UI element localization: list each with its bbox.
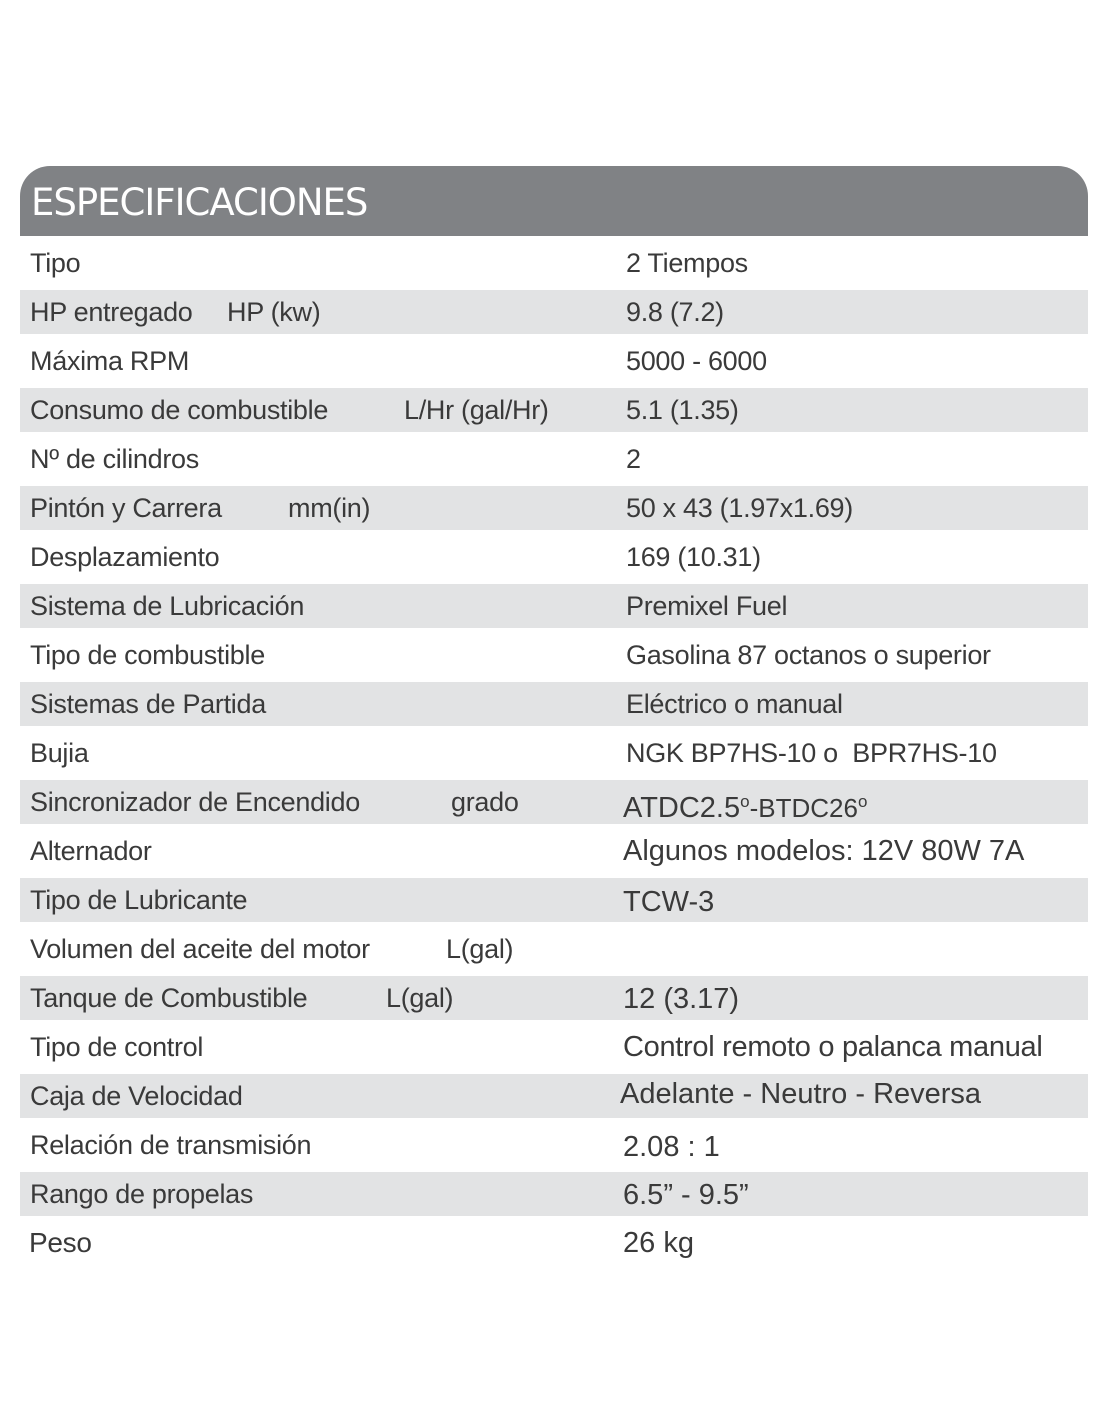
spec-row-combustible xyxy=(20,633,1088,677)
spec-row-alternador xyxy=(20,829,1088,873)
spec-title: ESPECIFICACIONES xyxy=(31,181,368,224)
spec-param: HP entregado xyxy=(30,297,193,327)
spec-param: Peso xyxy=(29,1227,92,1258)
spec-unit: L(gal) xyxy=(386,983,454,1013)
spec-param: Volumen del aceite del motor xyxy=(30,934,370,964)
spec-value: 2.08 : 1 xyxy=(623,1131,720,1163)
spec-value: 5.1 (1.35) xyxy=(626,395,739,425)
spec-value: 9.8 (7.2) xyxy=(626,297,724,327)
spec-value: 5000 - 6000 xyxy=(626,346,767,376)
spec-row-propelas xyxy=(20,1172,1088,1216)
spec-value: TCW-3 xyxy=(623,886,715,918)
spec-row-control xyxy=(20,1025,1088,1069)
spec-row-sincronizador xyxy=(20,780,1088,824)
spec-value: 2 xyxy=(626,444,641,474)
spec-row-bujia xyxy=(20,731,1088,775)
degree-sign: o xyxy=(740,792,750,811)
spec-param: Sistema de Lubricación xyxy=(30,591,305,621)
spec-unit: mm(in) xyxy=(288,493,371,523)
spec-value: Adelante - Neutro - Reversa xyxy=(620,1078,982,1110)
spec-unit: L/Hr (gal/Hr) xyxy=(404,395,549,425)
spec-row-rpm xyxy=(20,339,1088,383)
spec-param: Caja de Velocidad xyxy=(30,1081,243,1111)
spec-row-hp xyxy=(20,290,1088,334)
spec-value: Control remoto o palanca manual xyxy=(623,1031,1043,1063)
spec-value: 6.5” - 9.5” xyxy=(623,1179,749,1211)
spec-param: Desplazamiento xyxy=(30,542,220,572)
spec-sheet xyxy=(20,166,1088,1265)
spec-value: 12 (3.17) xyxy=(623,983,740,1015)
spec-value: 50 x 43 (1.97x1.69) xyxy=(626,493,853,523)
spec-value xyxy=(623,787,867,823)
spec-row-lubricante xyxy=(20,878,1088,922)
spec-value: NGK BP7HS-10 o BPR7HS-10 xyxy=(626,738,997,768)
spec-row-lubricacion xyxy=(20,584,1088,628)
spec-param: Máxima RPM xyxy=(30,346,190,376)
spec-param: Tipo de control xyxy=(30,1032,204,1062)
spec-row-velocidad xyxy=(20,1074,1088,1118)
spec-param: Relación de transmisión xyxy=(30,1130,312,1160)
spec-row-partida xyxy=(20,682,1088,726)
spec-param: Tipo de Lubricante xyxy=(30,885,248,915)
spec-param: Sistemas de Partida xyxy=(30,689,266,719)
spec-value: 169 (10.31) xyxy=(626,542,761,572)
spec-unit: HP (kw) xyxy=(227,297,321,327)
spec-param: Tipo xyxy=(30,248,81,278)
spec-param: Nº de cilindros xyxy=(30,444,199,474)
spec-param: Alternador xyxy=(30,836,152,866)
spec-param: Consumo de combustible xyxy=(30,395,329,425)
spec-value: 26 kg xyxy=(623,1227,694,1259)
spec-row-peso xyxy=(20,1221,1088,1265)
spec-value: Gasolina 87 octanos o superior xyxy=(626,640,991,670)
spec-param: Pintón y Carrera xyxy=(30,493,222,523)
spec-value: Algunos modelos: 12V 80W 7A xyxy=(623,835,1025,867)
spec-value: Eléctrico o manual xyxy=(626,689,843,719)
spec-row-tipo xyxy=(20,241,1088,285)
spec-row-tanque xyxy=(20,976,1088,1020)
spec-row-desplazamiento xyxy=(20,535,1088,579)
spec-row-transmision xyxy=(20,1123,1088,1167)
spec-row-consumo xyxy=(20,388,1088,432)
spec-param: Bujia xyxy=(30,738,89,768)
spec-header xyxy=(20,166,1088,236)
spec-param: Tipo de combustible xyxy=(30,640,265,670)
degree-sign: o xyxy=(857,792,868,811)
spec-row-aceite xyxy=(20,927,1088,971)
spec-row-cilindros xyxy=(20,437,1088,481)
spec-unit: L(gal) xyxy=(446,934,514,964)
spec-value-atdc: ATDC2.5 xyxy=(623,792,741,824)
spec-value: 2 Tiempos xyxy=(626,248,748,278)
spec-row-piston xyxy=(20,486,1088,530)
spec-param: Rango de propelas xyxy=(30,1179,254,1209)
spec-value-btdc: -BTDC26 xyxy=(749,793,858,823)
spec-param: Sincronizador de Encendido xyxy=(30,787,360,817)
spec-param: Tanque de Combustible xyxy=(30,983,308,1013)
spec-value: Premixel Fuel xyxy=(626,591,788,621)
spec-unit: grado xyxy=(451,787,519,817)
